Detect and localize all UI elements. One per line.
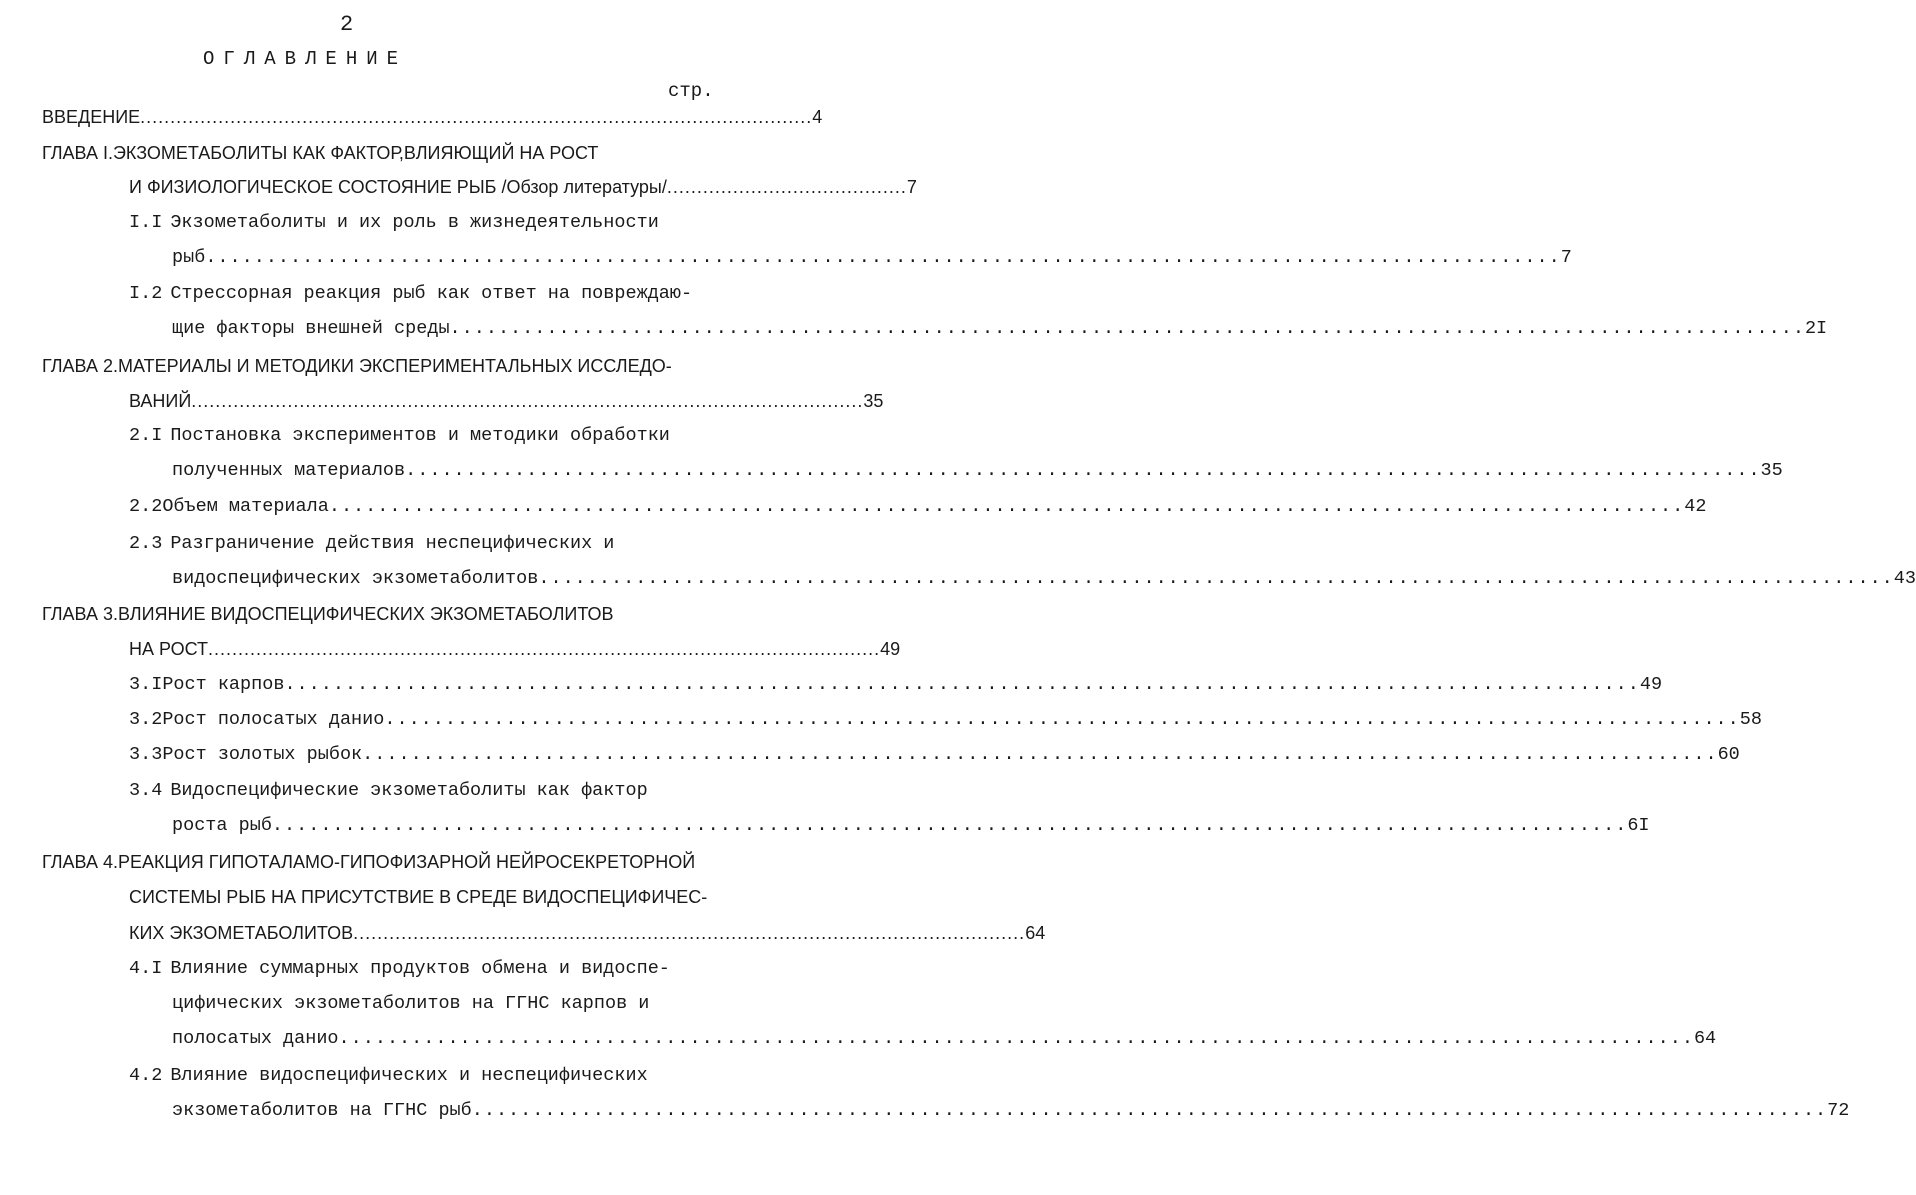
toc-entry-text: Разграничение действия неспецифических и (170, 533, 615, 554)
toc-entry-text: ВЛИЯНИЕ ВИДОСПЕЦИФИЧЕСКИХ ЭКЗОМЕТАБОЛИТОВ (117, 604, 614, 624)
toc-entry-page: 58 (1739, 709, 1762, 730)
toc-entry-text: Постановка экспериментов и методики обработки (170, 425, 670, 446)
toc-entry-3-4 (129, 776, 689, 806)
toc-entry-4-1 (129, 954, 689, 984)
dot-leader: ................................................................................................................ (353, 923, 1026, 943)
toc-entry-number: 4.I (129, 958, 163, 979)
toc-entry-text: роста рыб (172, 815, 272, 836)
toc-entry-text: И ФИЗИОЛОГИЧЕСКОЕ СОСТОЯНИЕ РЫБ /Обзор литературы/ (129, 177, 667, 197)
toc-entry-2-3-cont (172, 564, 1916, 594)
toc-entry-text: видоспецифических экзометаболитов (172, 568, 539, 589)
dot-leader: ................................................................................................................ (405, 460, 1761, 481)
toc-entry-introduction (42, 102, 823, 132)
toc-entry-4-1-cont1 (172, 989, 692, 1019)
page-number: 2 (340, 12, 354, 37)
toc-entry-2-3 (129, 529, 689, 559)
dot-leader: ................................................................................................................ (140, 107, 813, 127)
toc-entry-page: 49 (1639, 674, 1663, 695)
toc-entry-number: 2.3 (129, 533, 163, 554)
toc-entry-page: 2I (1804, 318, 1828, 339)
toc-entry-text: Рост полосатых данио (162, 709, 385, 730)
toc-entry-4-1-cont2 (172, 1024, 1717, 1054)
dot-leader: ................................................................................................................ (271, 815, 1628, 836)
toc-entry-page: 35 (1760, 460, 1783, 481)
toc-entry-number: ГЛАВА 2. (42, 356, 118, 376)
dot-leader: ................................................................................................................ (208, 639, 881, 659)
toc-entry-4-2 (129, 1061, 689, 1091)
toc-entry-text: Стрессорная реакция рыб как ответ на повреждаю- (170, 283, 693, 304)
toc-entry-text: РЕАКЦИЯ ГИПОТАЛАМО-ГИПОФИЗАРНОЙ НЕЙРОСЕКРЕТОРНОЙ (117, 852, 696, 872)
toc-entry-page: 72 (1827, 1100, 1850, 1121)
toc-entry-2-2 (129, 492, 1707, 522)
toc-entry-chapter-2 (42, 351, 682, 381)
toc-entry-number: 3.2 (129, 709, 163, 730)
toc-entry-text: экзометаболитов на ГГНС рыб (172, 1100, 472, 1121)
toc-entry-chapter-4-cont1 (129, 882, 708, 912)
dot-leader: ................................................................................................................ (384, 709, 1740, 730)
toc-entry-chapter-4 (42, 847, 696, 877)
dot-leader: ........................................ (666, 177, 907, 197)
dot-leader: ................................................................................................................ (338, 1028, 1694, 1049)
toc-entry-text: КИХ ЭКЗОМЕТАБОЛИТОВ (129, 923, 354, 943)
toc-entry-page: 6I (1627, 815, 1650, 836)
document-title: ОГЛАВЛЕНИЕ (203, 48, 408, 70)
dot-leader: ................................................................................................................ (205, 247, 1561, 268)
page-column-label: стр. (668, 80, 714, 102)
toc-entry-text: Рост золотых рыбок (162, 744, 363, 765)
toc-entry-number: 3.4 (129, 780, 163, 801)
dot-leader: ................................................................................................................ (471, 1100, 1828, 1121)
dot-leader: ................................................................................................................ (328, 496, 1685, 517)
toc-entry-text: полученных материалов (172, 460, 406, 481)
toc-entry-3-3 (129, 740, 1740, 770)
toc-entry-1-2 (129, 279, 693, 309)
toc-entry-2-1 (129, 421, 689, 451)
toc-entry-text: щие факторы внешней среды (172, 318, 450, 339)
toc-entry-text: НА РОСТ (129, 639, 209, 659)
toc-entry-page: 49 (880, 639, 901, 659)
toc-entry-chapter-2-cont (129, 386, 884, 416)
toc-entry-chapter-3 (42, 599, 662, 629)
toc-entry-chapter-4-cont2 (129, 918, 1046, 948)
toc-entry-text: полосатых данио (172, 1028, 339, 1049)
toc-entry-3-1 (129, 670, 1663, 700)
toc-entry-1-1-cont (172, 243, 1572, 273)
toc-entry-number: ГЛАВА 4. (42, 852, 118, 872)
toc-entry-3-4-cont (172, 811, 1650, 841)
toc-entry-number: ГЛАВА I. (42, 143, 113, 163)
toc-entry-text: Влияние видоспецифических и неспецифических (170, 1065, 648, 1086)
toc-entry-page: 4 (812, 107, 823, 127)
toc-entry-text: Рост карпов (162, 674, 285, 695)
dot-leader: ................................................................................................................ (449, 318, 1805, 339)
toc-entry-1-2-cont (172, 314, 1828, 344)
toc-entry-number: 3.I (129, 674, 163, 695)
toc-entry-number: I.2 (129, 283, 163, 304)
toc-entry-number: 2.2 (129, 496, 163, 517)
toc-entry-number: 2.I (129, 425, 163, 446)
toc-entry-text: ВВЕДЕНИЕ (42, 107, 141, 127)
toc-entry-text: рыб (172, 247, 206, 268)
toc-entry-page: 42 (1684, 496, 1707, 517)
toc-entry-chapter-1-cont (129, 172, 917, 202)
dot-leader: ................................................................................................................ (538, 568, 1894, 589)
toc-entry-text: Влияние суммарных продуктов обмена и видоспе- (170, 958, 670, 979)
toc-entry-text: ЭКЗОМЕТАБОЛИТЫ КАК ФАКТОР,ВЛИЯЮЩИЙ НА РОСТ (112, 143, 599, 163)
toc-entry-4-2-cont (172, 1096, 1850, 1126)
toc-entry-2-1-cont (172, 456, 1783, 486)
toc-entry-text: цифических экзометаболитов на ГГНС карпов и (172, 993, 650, 1014)
dot-leader: ................................................................................................................ (191, 391, 864, 411)
dot-leader: ................................................................................................................ (284, 674, 1640, 695)
toc-entry-1-1 (129, 208, 689, 238)
toc-entry-text: Видоспецифические экзометаболиты как фактор (170, 780, 648, 801)
toc-entry-text: МАТЕРИАЛЫ И МЕТОДИКИ ЭКСПЕРИМЕНТАЛЬНЫХ ИССЛЕДО- (117, 356, 672, 376)
toc-entry-3-2 (129, 705, 1762, 735)
toc-entry-page: 35 (863, 391, 884, 411)
toc-entry-number: 4.2 (129, 1065, 163, 1086)
toc-entry-page: 43 (1893, 568, 1916, 589)
toc-entry-page: 7 (1560, 247, 1572, 268)
toc-entry-chapter-3-cont (129, 634, 901, 664)
toc-entry-page: 64 (1025, 923, 1046, 943)
toc-entry-chapter-1 (42, 138, 662, 168)
toc-entry-page: 7 (906, 177, 917, 197)
toc-entry-number: I.I (129, 212, 163, 233)
toc-entry-page: 60 (1717, 744, 1740, 765)
toc-entry-text: ВАНИЙ (129, 391, 192, 411)
toc-entry-number: ГЛАВА 3. (42, 604, 118, 624)
toc-entry-page: 64 (1693, 1028, 1717, 1049)
toc-entry-text: Экзометаболиты и их роль в жизнедеятельности (170, 212, 659, 233)
dot-leader: ................................................................................................................ (362, 744, 1718, 765)
toc-entry-text: Объем материала (162, 496, 329, 517)
toc-entry-number: 3.3 (129, 744, 163, 765)
toc-entry-text: СИСТЕМЫ РЫБ НА ПРИСУТСТВИЕ В СРЕДЕ ВИДОСПЕЦИФИЧЕС- (129, 887, 708, 907)
